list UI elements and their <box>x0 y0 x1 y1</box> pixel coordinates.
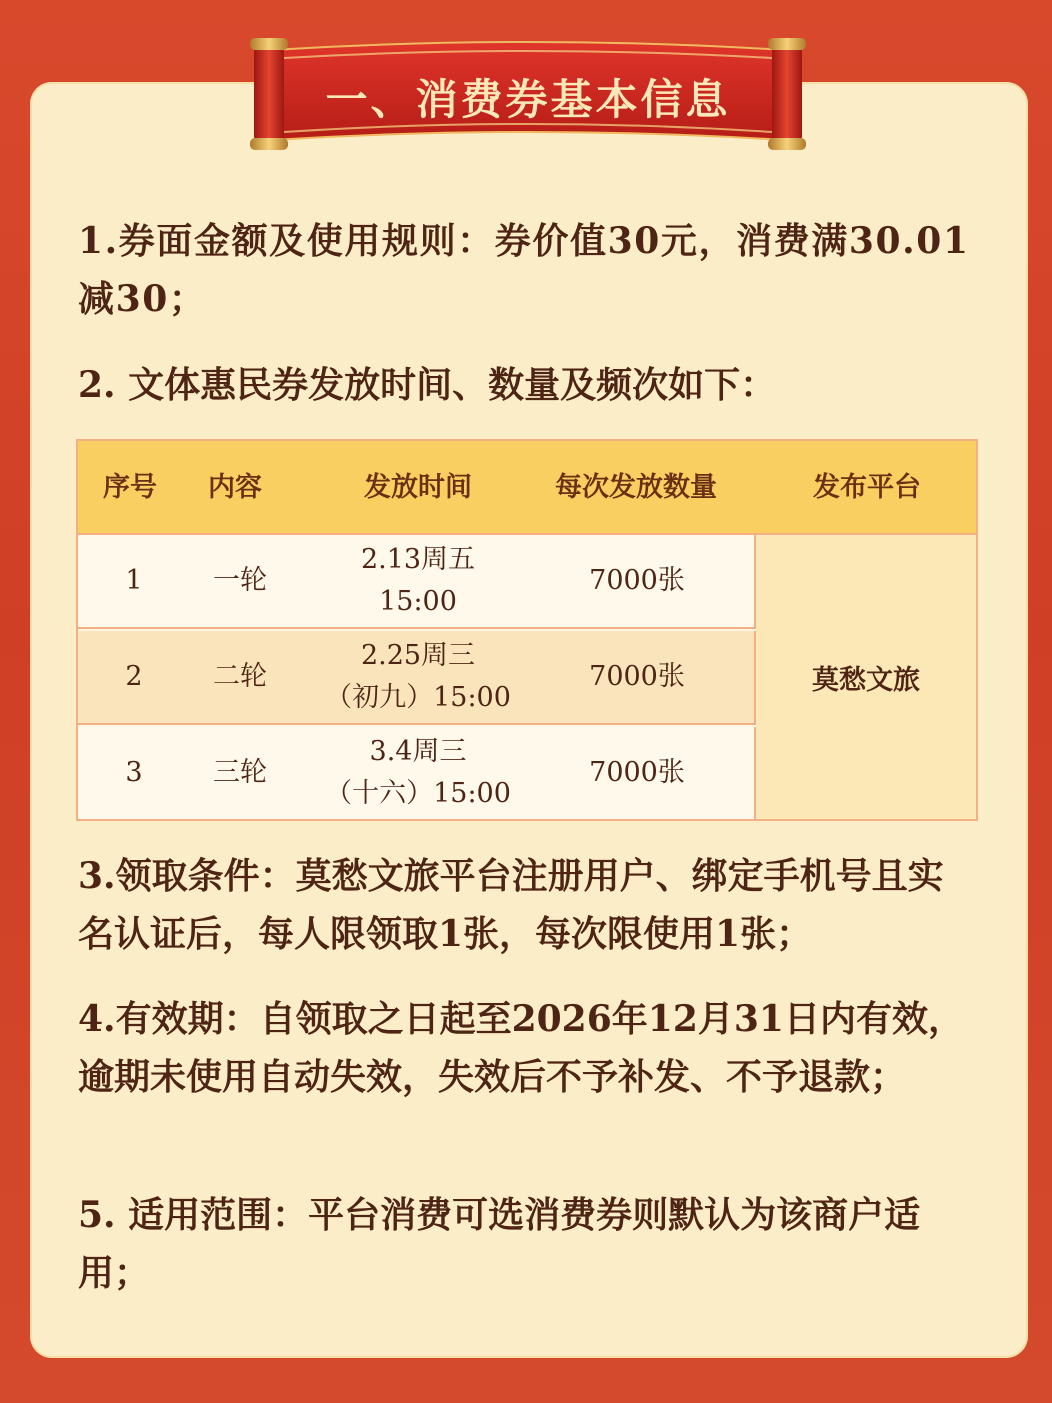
table-row <box>78 535 756 629</box>
rule-amount-paragraph: 1.券面金额及使用规则：券价值30元，消费满30.01减30； <box>78 220 970 320</box>
cell-time-line2: （初九）15:00 <box>325 682 511 713</box>
cell-index: 2 <box>125 661 143 692</box>
table-header <box>78 441 976 535</box>
cell-platform: 莫愁文旅 <box>756 535 976 819</box>
cell-time-line1: 2.25周三 <box>360 640 476 671</box>
cell-quantity: 7000张 <box>589 661 685 692</box>
title-banner <box>250 36 806 154</box>
header-platform: 发布平台 <box>813 472 921 503</box>
table-row <box>78 631 756 725</box>
cell-content: 一轮 <box>213 565 267 596</box>
cell-time <box>308 535 528 627</box>
header-quantity: 每次发放数量 <box>555 472 717 503</box>
cell-index: 1 <box>125 565 143 596</box>
header-time: 发放时间 <box>364 472 472 503</box>
cell-time-line1: 3.4周三 <box>369 736 467 767</box>
cell-content: 三轮 <box>213 757 267 788</box>
cell-quantity: 7000张 <box>589 565 685 596</box>
cell-quantity: 7000张 <box>589 757 685 788</box>
cell-time <box>308 727 528 819</box>
scope-paragraph: 5. 适用范围：平台消费可选消费券则默认为该商户适用； <box>78 1194 921 1294</box>
header-content: 内容 <box>208 472 262 503</box>
cell-time-line1: 2.13周五 <box>360 544 476 575</box>
cell-time <box>308 631 528 723</box>
issue-schedule-paragraph: 2. 文体惠民券发放时间、数量及频次如下： <box>78 364 777 406</box>
cell-time-line2: 15:00 <box>379 586 457 617</box>
eligibility-paragraph: 3.领取条件：莫愁文旅平台注册用户、绑定手机号且实名认证后，每人限领取1张，每次限使用1张； <box>78 855 944 955</box>
cell-content: 二轮 <box>213 661 267 692</box>
header-index: 序号 <box>103 472 157 503</box>
cell-index: 3 <box>125 757 143 788</box>
cell-time-line2: （十六）15:00 <box>325 778 511 809</box>
table-row <box>78 727 756 819</box>
section-title: 一、消费券基本信息 <box>325 75 731 124</box>
issue-schedule-table <box>76 439 978 821</box>
validity-paragraph: 4.有效期：自领取之日起至2026年12月31日内有效，逾期未使用自动失效，失效后不予补发、不予退款； <box>78 998 964 1098</box>
